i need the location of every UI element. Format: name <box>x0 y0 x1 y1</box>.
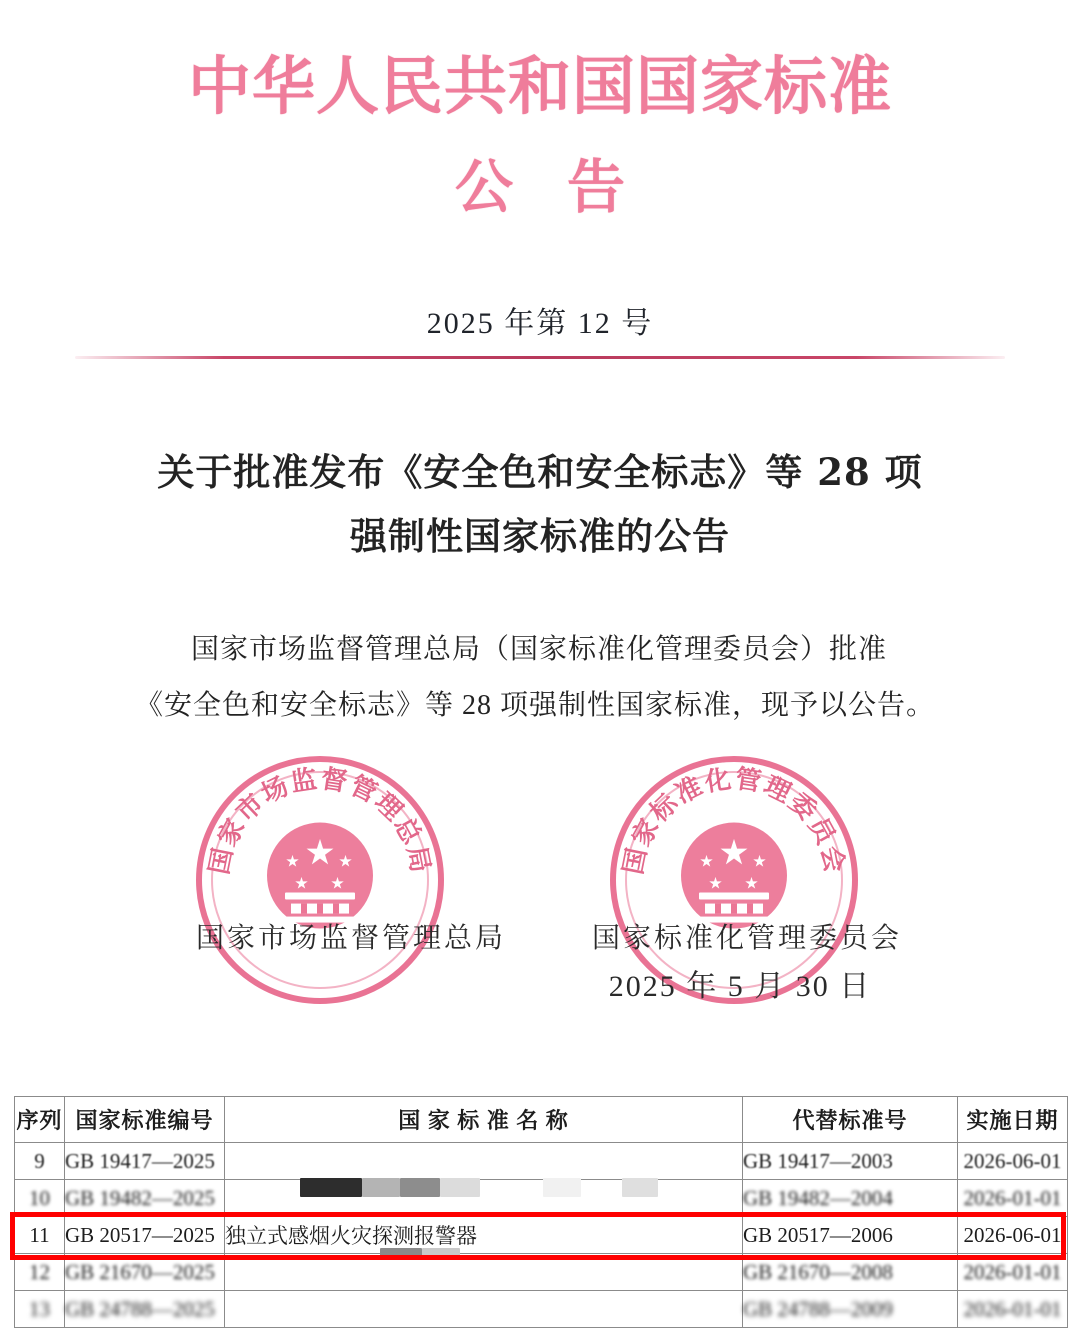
headline-line-1: 关于批准发布《安全色和安全标志》等 28 项 <box>157 450 923 495</box>
cell-code: GB 21670—2025 <box>65 1254 225 1291</box>
standards-table-region <box>14 1096 1067 1321</box>
horizontal-rule <box>75 356 1005 359</box>
cell-name <box>225 1291 743 1328</box>
column-header-effective: 实施日期 <box>958 1097 1068 1143</box>
cell-name <box>225 1143 743 1180</box>
cell-seq: 9 <box>15 1143 65 1180</box>
issue-block <box>0 298 1080 359</box>
cell-name <box>225 1180 743 1217</box>
headline-line-2: 强制性国家标准的公告 <box>350 513 730 558</box>
cell-effective: 2026-06-01 <box>958 1217 1068 1254</box>
cell-effective: 2026-01-01 <box>958 1254 1068 1291</box>
announcement-body <box>135 622 945 734</box>
cell-code: GB 19417—2025 <box>65 1143 225 1180</box>
seal-arc-label-left: 国家市场监督管理总局 <box>204 764 436 878</box>
cell-replaces: GB 19417—2003 <box>743 1143 958 1180</box>
cell-code: GB 24788—2025 <box>65 1291 225 1328</box>
gate-roof <box>699 893 769 900</box>
cell-replaces: GB 20517—2006 <box>743 1217 958 1254</box>
seal-caption-right: 国家标准化管理委员会 <box>592 923 903 955</box>
cell-code: GB 19482—2025 <box>65 1180 225 1217</box>
table-row[interactable] <box>15 1291 1068 1328</box>
column-header-replaces: 代替标准号 <box>743 1097 958 1143</box>
cell-name: 独立式感烟火灾探测报警器 <box>225 1217 743 1254</box>
seal-arc-label-right: 国家标准化管理委员会 <box>618 764 850 878</box>
table-body <box>15 1143 1068 1328</box>
seal-caption-left: 国家市场监督管理总局 <box>196 923 507 955</box>
cell-seq: 10 <box>15 1180 65 1217</box>
column-header-code: 国家标准编号 <box>65 1097 225 1143</box>
cell-effective: 2026-06-01 <box>958 1143 1068 1180</box>
document-title: 中华人民共和国国家标准 <box>188 49 892 123</box>
table-header-row <box>15 1097 1068 1143</box>
cell-replaces: GB 21670—2008 <box>743 1254 958 1291</box>
cell-effective: 2026-01-01 <box>958 1180 1068 1217</box>
table-row[interactable] <box>15 1180 1068 1217</box>
gate-door-2 <box>317 904 323 914</box>
announcement-headline <box>130 441 950 568</box>
table-header <box>15 1097 1068 1143</box>
gate-door-2 <box>731 904 737 914</box>
table-row[interactable] <box>15 1143 1068 1180</box>
gate-door-1 <box>301 904 307 914</box>
gate-roof <box>285 893 355 900</box>
cell-name <box>225 1254 743 1291</box>
gate-door-3 <box>747 904 753 914</box>
cell-code: GB 20517—2025 <box>65 1217 225 1254</box>
seal-market-regulation-icon <box>196 756 444 1004</box>
issue-number: 2025 年第 12 号 <box>426 307 654 341</box>
column-header-seq: 序列 <box>15 1097 65 1143</box>
table-row-highlighted[interactable] <box>15 1217 1068 1254</box>
document-subtitle: 公告 <box>454 153 679 222</box>
cell-seq: 12 <box>15 1254 65 1291</box>
table-row[interactable] <box>15 1254 1068 1291</box>
body-line-2: 《安全色和安全标志》等 28 项强制性国家标准，现予以公告。 <box>135 690 936 722</box>
column-header-name: 国 家 标 准 名 称 <box>225 1097 743 1143</box>
cell-seq: 13 <box>15 1291 65 1328</box>
masthead <box>0 0 1080 224</box>
gate-door-3 <box>333 904 339 914</box>
cell-replaces: GB 19482—2004 <box>743 1180 958 1217</box>
body-line-1: 国家市场监督管理总局（国家标准化管理委员会）批准 <box>191 634 888 666</box>
cell-effective: 2026-01-01 <box>958 1291 1068 1328</box>
seals-block <box>0 756 1080 1016</box>
cell-seq: 11 <box>15 1217 65 1254</box>
announcement-date: 2025 年 5 月 30 日 <box>608 970 872 1004</box>
gate-door-1 <box>715 904 721 914</box>
standards-table <box>14 1096 1068 1328</box>
cell-replaces: GB 24788—2009 <box>743 1291 958 1328</box>
